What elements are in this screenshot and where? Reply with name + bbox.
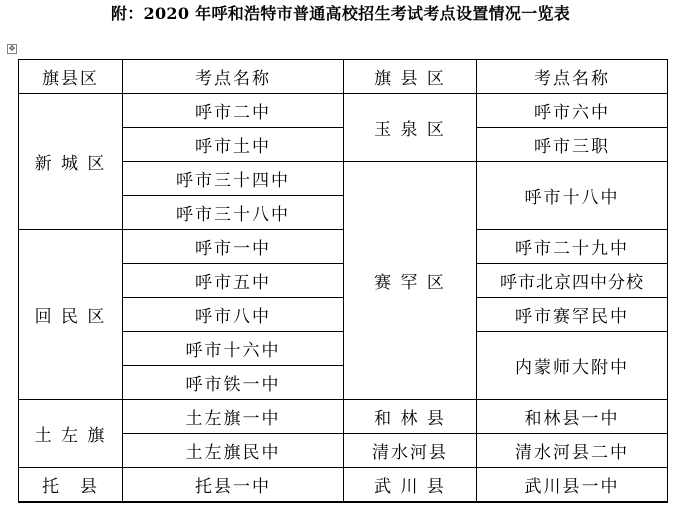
site-cell: 呼市铁一中: [123, 366, 344, 400]
district-helin: 和 林 县: [344, 400, 477, 434]
site-cell: 呼市五中: [123, 264, 344, 298]
site-cell: 清水河县二中: [477, 434, 668, 468]
district-qingshuihe: 清水河县: [344, 434, 477, 468]
site-cell: 呼市三职: [477, 128, 668, 162]
site-cell: 和林县一中: [477, 400, 668, 434]
header-site-left: 考点名称: [123, 60, 344, 94]
site-cell: 呼市土中: [123, 128, 344, 162]
site-cell: 呼市十六中: [123, 332, 344, 366]
table-row: [19, 94, 668, 128]
site-cell: 呼市八中: [123, 298, 344, 332]
site-cell: 托县一中: [123, 468, 344, 502]
site-cell: 呼市二十九中: [477, 230, 668, 264]
district-tuo: 托 县: [19, 468, 123, 502]
table-row: [19, 468, 668, 502]
site-cell: 土左旗民中: [123, 434, 344, 468]
site-cell: 呼市六中: [477, 94, 668, 128]
site-cell: 呼市二中: [123, 94, 344, 128]
site-cell: 呼市三十八中: [123, 196, 344, 230]
move-anchor-icon[interactable]: ✥: [8, 44, 16, 53]
site-cell: 呼市赛罕民中: [477, 298, 668, 332]
district-huimin: 回 民 区: [19, 230, 123, 400]
district-yuquan: 玉 泉 区: [344, 94, 477, 162]
site-cell: 呼市十八中: [477, 162, 668, 230]
table-row: [19, 230, 668, 264]
site-cell: 呼市一中: [123, 230, 344, 264]
site-cell: 呼市北京四中分校: [477, 264, 668, 298]
table-row: [19, 400, 668, 434]
header-row: [19, 60, 668, 94]
site-cell: 内蒙师大附中: [477, 332, 668, 400]
page-title: 附：2020 年呼和浩特市普通高校招生考试考点设置情况一览表: [110, 4, 571, 23]
district-xincheng: 新 城 区: [19, 94, 123, 230]
header-district-left: 旗县区: [19, 60, 123, 94]
district-tuzuo: 土 左 旗: [19, 400, 123, 468]
district-saihan: 赛 罕 区: [344, 162, 477, 400]
header-site-right: 考点名称: [477, 60, 668, 94]
exam-site-table: [18, 59, 668, 503]
district-wuchuan: 武 川 县: [344, 468, 477, 502]
header-district-right: 旗 县 区: [344, 60, 477, 94]
site-cell: 土左旗一中: [123, 400, 344, 434]
site-cell: 呼市三十四中: [123, 162, 344, 196]
site-cell: 武川县一中: [477, 468, 668, 502]
